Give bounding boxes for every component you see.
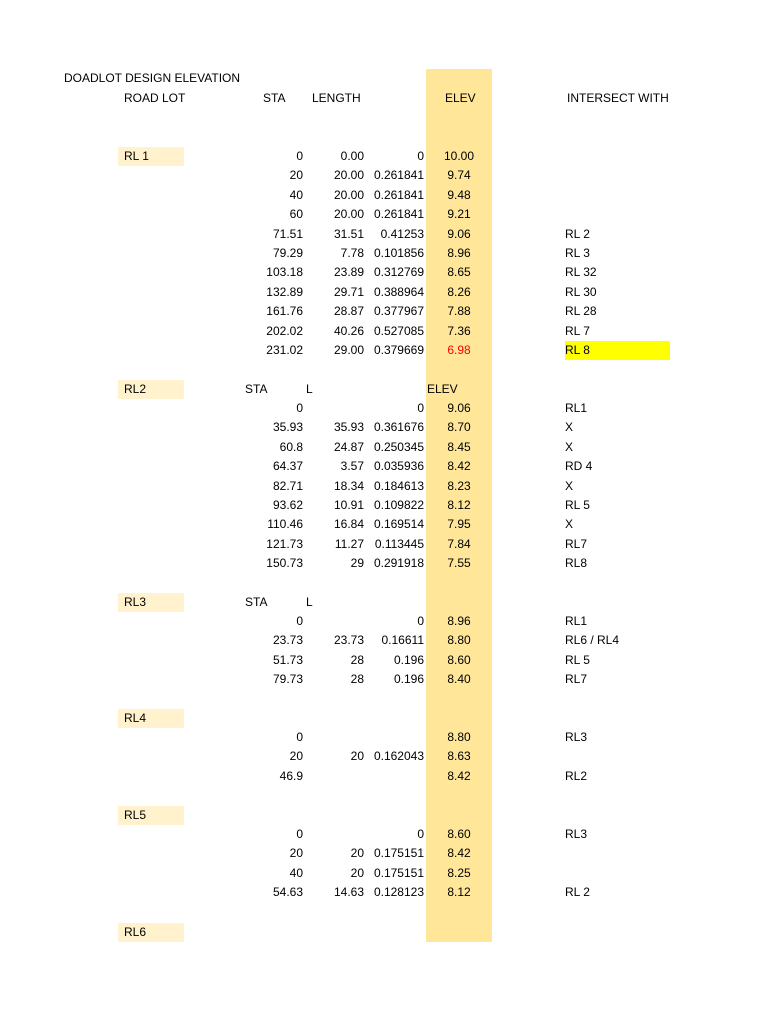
lot-tag-rl4: RL4	[118, 709, 184, 728]
cell-intersect: RL 5	[565, 652, 590, 667]
cell-intersect: X	[565, 478, 574, 493]
cell-intersect: RL1	[565, 401, 588, 415]
cell-drop: 0.261841	[373, 187, 424, 202]
cell-drop: 0.128123	[373, 885, 424, 900]
cell-length: 20	[350, 865, 364, 880]
cell-length: 29.71	[333, 284, 364, 299]
cell-intersect: RL 2	[565, 885, 590, 900]
cell-elev: 8.80	[447, 633, 471, 648]
cell-sta: 79.29	[272, 246, 303, 260]
cell-drop: 0	[417, 827, 424, 841]
sub-header-length: L	[306, 382, 313, 396]
cell-length: 29	[350, 556, 364, 571]
cell-intersect: RL7	[565, 672, 588, 687]
cell-sta: 0	[296, 730, 303, 744]
cell-drop: 0.361676	[373, 420, 424, 435]
cell-sta: 46.9	[279, 768, 303, 783]
cell-length: 16.84	[333, 517, 364, 532]
cell-sta: 40	[289, 865, 303, 880]
cell-elev: 9.06	[447, 401, 471, 415]
cell-intersect: RL 28	[565, 304, 597, 319]
cell-elev: 7.55	[447, 556, 471, 571]
cell-drop: 0	[417, 401, 424, 415]
cell-length: 28	[350, 672, 364, 687]
cell-drop: 0.261841	[373, 207, 424, 222]
cell-elev: 7.88	[447, 304, 471, 319]
cell-drop	[344, 728, 424, 747]
cell-drop: 0.41253	[380, 226, 424, 241]
cell-sta: 51.73	[272, 652, 303, 667]
sub-header-length: L	[306, 595, 313, 609]
cell-intersect: RL 2	[565, 226, 590, 241]
cell-drop: 0.16611	[381, 633, 424, 648]
cell-elev: 8.40	[447, 672, 471, 687]
cell-length: 3.57	[340, 459, 364, 474]
lot-tag-rl1: RL 1	[118, 147, 184, 166]
cell-sta: 60	[289, 207, 303, 222]
cell-elev: 8.42	[447, 459, 471, 474]
cell-intersect: RL8	[565, 556, 588, 571]
cell-length: 10.91	[333, 498, 364, 512]
cell-sta: 0	[296, 827, 303, 841]
cell-drop: 0.291918	[373, 556, 424, 571]
cell-drop: 0.162043	[373, 749, 424, 764]
cell-drop: 0.388964	[373, 284, 424, 299]
cell-sta: 0	[296, 401, 303, 415]
cell-sta: 202.02	[266, 323, 303, 338]
cell-sta: 20	[289, 846, 303, 861]
cell-sta: 161.76	[266, 304, 303, 319]
cell-elev: 10.00	[443, 149, 475, 163]
cell-length: 7.78	[340, 246, 364, 260]
cell-elev: 8.80	[447, 730, 471, 744]
cell-intersect: RL 32	[565, 265, 597, 280]
cell-drop: 0.035936	[373, 459, 424, 474]
cell-sta: 54.63	[272, 885, 303, 900]
cell-drop: 0.377967	[373, 304, 424, 319]
cell-length: 35.93	[333, 420, 364, 435]
cell-intersect: RL3	[565, 827, 588, 841]
cell-length: 0.00	[340, 149, 364, 163]
cell-length: 18.34	[333, 478, 364, 493]
cell-sta: 0	[296, 614, 303, 628]
cell-intersect: X	[565, 420, 574, 435]
cell-elev: 8.26	[447, 284, 471, 299]
cell-elev: 9.06	[447, 226, 471, 241]
cell-sta: 20	[289, 749, 303, 764]
cell-drop: 0.109822	[373, 498, 424, 512]
lot-tag-rl2: RL2	[118, 380, 184, 399]
cell-elev: 9.48	[447, 187, 471, 202]
cell-sta: 121.73	[266, 536, 303, 551]
cell-intersect: RL2	[565, 768, 588, 783]
cell-sta: 150.73	[266, 556, 303, 571]
cell-intersect: RL 8	[565, 341, 670, 360]
cell-sta: 93.62	[272, 498, 303, 512]
cell-drop: 0.175151	[373, 846, 424, 861]
cell-elev: 7.36	[447, 323, 471, 338]
cell-length: 28	[350, 652, 364, 667]
cell-elev: 8.23	[447, 478, 471, 493]
sub-header-sta: STA	[245, 595, 268, 609]
cell-length: 40.26	[333, 323, 364, 338]
cell-drop: 0.527085	[373, 323, 424, 338]
cell-elev: 9.21	[447, 207, 471, 222]
cell-length: 14.63	[333, 885, 364, 900]
cell-elev: 8.25	[447, 865, 471, 880]
cell-sta: 23.73	[272, 633, 303, 648]
cell-drop: 0.184613	[373, 478, 424, 493]
cell-length: 29.00	[333, 343, 364, 357]
cell-drop: 0.196	[393, 652, 424, 667]
cell-intersect: X	[565, 517, 574, 532]
cell-sta: 0	[296, 149, 303, 163]
cell-elev: 9.74	[447, 168, 471, 183]
cell-intersect: RL 5	[565, 498, 590, 512]
cell-length: 20	[350, 846, 364, 861]
lot-tag-rl6: RL6	[118, 923, 184, 942]
cell-intersect: RL 3	[565, 246, 590, 260]
cell-sta: 110.46	[267, 517, 303, 532]
cell-length: 20.00	[333, 207, 364, 222]
cell-length: 24.87	[333, 439, 364, 454]
cell-elev: 8.60	[447, 652, 471, 667]
cell-elev: 8.45	[447, 439, 471, 454]
cell-elev: 8.63	[447, 749, 471, 764]
cell-drop: 0.250345	[373, 439, 424, 454]
cell-elev: 8.65	[447, 265, 471, 280]
lot-tag-rl3: RL3	[118, 593, 184, 612]
sub-header-sta: STA	[245, 382, 268, 396]
cell-drop: 0	[417, 614, 424, 628]
cell-sta: 79.73	[272, 672, 303, 687]
cell-elev: 8.12	[447, 885, 471, 900]
cell-intersect: RL7	[565, 536, 588, 551]
cell-elev: 8.70	[447, 420, 471, 435]
cell-sta: 132.89	[266, 284, 303, 299]
cell-intersect: RL1	[565, 614, 588, 628]
cell-intersect: RD 4	[565, 459, 593, 474]
cell-elev: 8.42	[447, 846, 471, 861]
cell-sta: 71.51	[272, 226, 303, 241]
header-sta: STA	[263, 91, 286, 105]
cell-sta: 103.18	[266, 265, 303, 280]
cell-intersect: RL6 / RL4	[565, 633, 620, 648]
cell-length: 20.00	[333, 168, 364, 183]
cell-drop: 0.101856	[373, 246, 424, 260]
header-road-lot: ROAD LOT	[124, 91, 186, 105]
cell-sta: 35.93	[272, 420, 303, 435]
cell-elev: 8.96	[447, 614, 471, 628]
cell-elev: 7.84	[447, 536, 471, 551]
cell-elev: 8.42	[447, 768, 471, 783]
lot-tag-rl5: RL5	[118, 806, 184, 825]
cell-drop: 0.175151	[373, 865, 424, 880]
cell-elev: 6.98	[447, 343, 471, 357]
cell-sta: 82.71	[272, 478, 303, 493]
cell-length: 20	[350, 749, 364, 764]
cell-length: 23.73	[333, 633, 364, 648]
cell-sta: 64.37	[272, 459, 303, 474]
sheet-title: DOADLOT DESIGN ELEVATION	[64, 71, 241, 85]
cell-drop: 0.169514	[373, 517, 424, 532]
cell-sta: 40	[289, 187, 303, 202]
header-intersect: INTERSECT WITH	[567, 91, 669, 105]
cell-drop: 0.113445	[374, 536, 424, 551]
cell-length: 23.89	[333, 265, 364, 280]
cell-sta: 231.02	[266, 343, 303, 357]
cell-length: 28.87	[333, 304, 364, 319]
cell-length: 31.51	[333, 226, 364, 241]
cell-drop: 0	[417, 149, 424, 163]
cell-elev: 7.95	[447, 517, 471, 532]
cell-sta: 20	[289, 168, 303, 183]
cell-intersect: RL 7	[565, 323, 590, 338]
cell-drop: 0.196	[393, 672, 424, 687]
cell-intersect: RL3	[565, 730, 588, 744]
cell-drop: 0.261841	[373, 168, 424, 183]
cell-elev: 8.60	[447, 827, 471, 841]
cell-sta: 60.8	[279, 439, 303, 454]
cell-length: 11.27	[334, 536, 364, 551]
cell-intersect: RL 30	[565, 284, 597, 299]
cell-drop: 0.312769	[373, 265, 424, 280]
cell-drop	[344, 767, 424, 786]
cell-length: 20.00	[333, 187, 364, 202]
cell-drop: 0.379669	[373, 343, 424, 357]
cell-elev: 8.96	[447, 246, 471, 260]
cell-intersect: X	[565, 439, 574, 454]
sub-header-elev: ELEV	[427, 382, 458, 396]
cell-elev: 8.12	[447, 498, 471, 512]
header-length: LENGTH	[312, 91, 361, 105]
header-elev: ELEV	[445, 91, 476, 105]
